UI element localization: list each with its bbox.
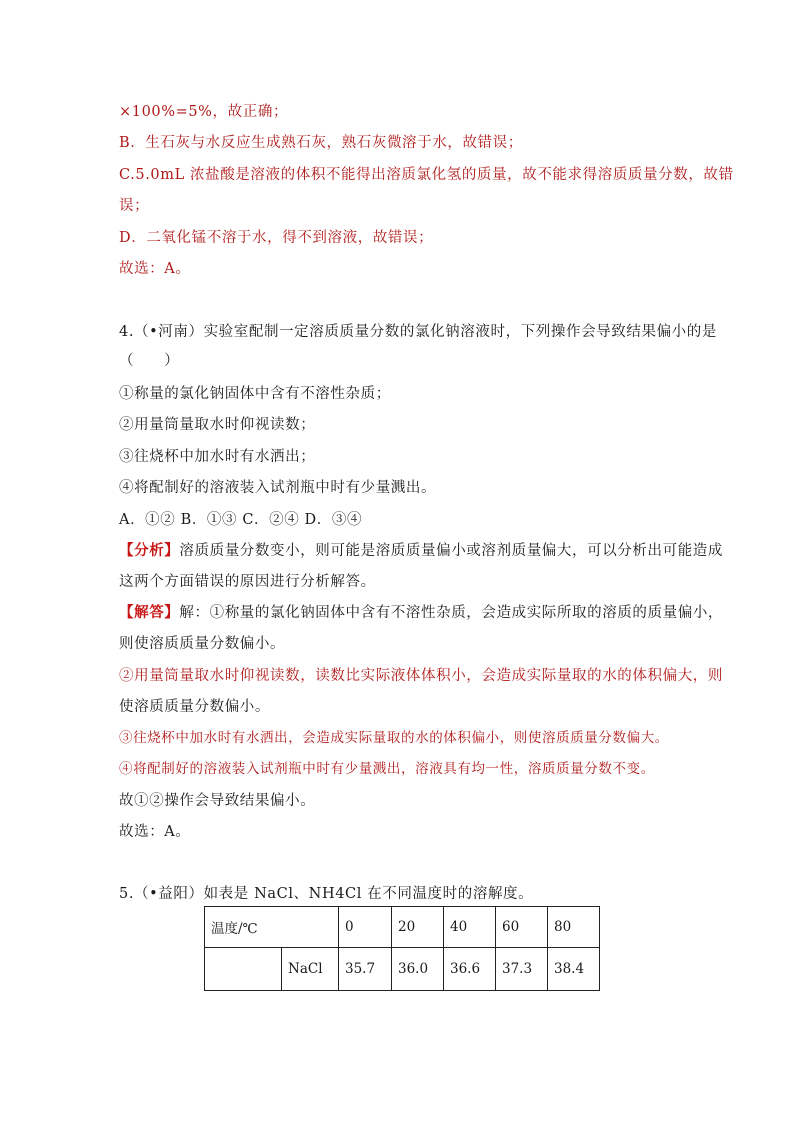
q4-statement-1: ①称量的氯化钠固体中含有不溶性杂质； — [119, 386, 391, 402]
value-cell: 37.3 — [496, 948, 548, 991]
value-cell: 36.0 — [392, 948, 444, 991]
q3-option-b-explanation: B．生石灰与水反应生成熟石灰，熟石灰微溶于水，故错误； — [119, 135, 523, 151]
q4-analysis-line-2: 这两个方面错误的原因进行分析解答。 — [119, 574, 376, 590]
solubility-table — [204, 906, 600, 991]
q4-statement-4: ④将配制好的溶液装入试剂瓶中时有少量溅出。 — [119, 480, 437, 496]
q4-solution-line-2: 则使溶质质量分数偏小。 — [119, 636, 286, 652]
q3-option-d-explanation: D．二氧化锰不溶于水，得不到溶液，故错误； — [119, 230, 434, 246]
table-row — [205, 907, 600, 948]
header-label-cell: 温度/℃ — [205, 907, 339, 948]
solution-tag: 【解答】 — [119, 604, 180, 621]
q5-stem: 5.（•益阳）如表是 NaCl、NH4Cl 在不同温度时的溶解度。 — [119, 886, 534, 902]
q3-option-c-explanation: C.5.0mL 浓盐酸是溶液的体积不能得出溶质氯化氢的质量，故不能求得溶质质量分数，故错 — [119, 167, 734, 183]
q3-option-c-explanation-cont: 误； — [119, 198, 150, 214]
q4-solution-line-5: ③往烧杯中加水时有水洒出，会造成实际量取的水的体积偏小，则使溶质质量分数偏大。 — [119, 730, 669, 746]
table-row — [205, 948, 600, 991]
value-cell: 35.7 — [339, 948, 392, 991]
q4-analysis-line-1 — [119, 541, 723, 561]
q4-statement-2: ②用量筒量取水时仰视读数； — [119, 417, 316, 433]
temp-cell: 80 — [548, 907, 600, 948]
temp-cell: 60 — [496, 907, 548, 948]
q4-conclusion: 故①②操作会导致结果偏小。 — [119, 793, 316, 809]
value-cell: 36.6 — [444, 948, 496, 991]
value-cell: 38.4 — [548, 948, 600, 991]
row-label-cell: NaCl — [282, 948, 339, 991]
q4-choices: A．①② B．①③ C．②④ D．③④ — [119, 512, 363, 528]
q4-solution-line-3: ②用量筒量取水时仰视读数，读数比实际液体体积小，会造成实际量取的水的体积偏大，则 — [119, 668, 723, 684]
q4-solution-line-6: ④将配制好的溶液装入试剂瓶中时有少量溅出，溶液具有均一性，溶质质量分数不变。 — [119, 761, 655, 777]
q4-stem: 4.（•河南）实验室配制一定溶质质量分数的氯化钠溶液时，下列操作会导致结果偏小的是 — [119, 324, 717, 340]
empty-cell — [205, 948, 282, 991]
temp-cell: 0 — [339, 907, 392, 948]
temp-cell: 40 — [444, 907, 496, 948]
analysis-tag: 【分析】 — [119, 542, 180, 559]
solution-text: 解：①称量的氯化钠固体中含有不溶性杂质，会造成实际所取的溶质的质量偏小， — [179, 605, 724, 621]
temp-cell: 20 — [392, 907, 444, 948]
q4-stem-blank: （ ） — [119, 353, 180, 369]
q3-tail-line-1: ×100%=5%，故正确； — [119, 104, 289, 120]
analysis-text: 溶质质量分数变小，则可能是溶质质量偏小或溶剂质量偏大，可以分析出可能造成 — [179, 543, 724, 559]
q3-answer: 故选：A。 — [119, 261, 191, 277]
q4-statement-3: ③往烧杯中加水时有水洒出； — [119, 449, 316, 465]
q4-solution-line-4: 使溶质质量分数偏小。 — [119, 699, 270, 715]
q4-solution-line-1 — [119, 603, 723, 623]
q4-answer: 故选：A。 — [119, 824, 191, 840]
